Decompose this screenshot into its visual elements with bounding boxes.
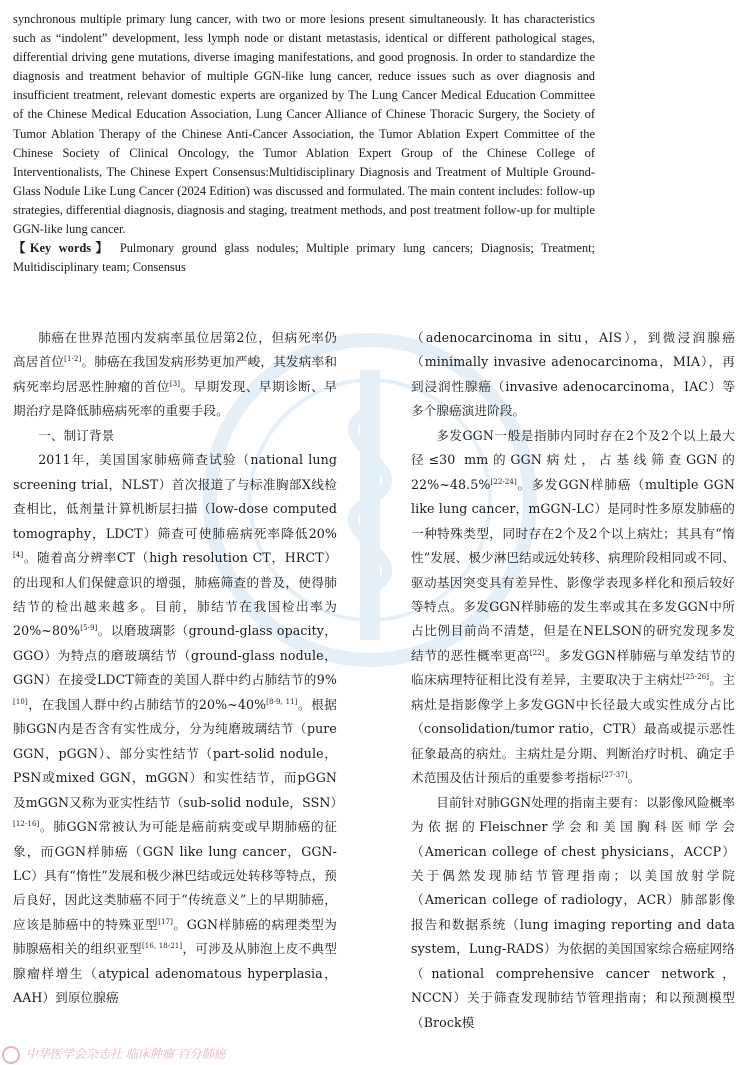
citation: [22-24] (490, 477, 517, 486)
background-paragraph: 2011年，美国国家肺癌筛查试验（national lung screening trial，NLST）首次报道了与标准胸部X线检查相比，低剂量计算机断层扫描（low-dose computed tomography，LDCT）筛查可使肺癌病死率降低20%[4]。随着高分辨率CT（high resolution CT，HRCT）的出现和人们保健意识的增强，肺癌筛查的普及，使得肺结节的检出越来越多。目前，肺结节在我国检出率为20%~80%[5-9]。以磨玻璃影（ground-glass opacity，GGO）为特点的磨玻璃结节（ground-glass nodule，GGN）在接受LDCT筛查的美国人群中约占肺结节的9%[10]，在我国人群中约占肺结节的20%~40%[8-9, 11]。根据肺GGN内是否含有实性成分，分为纯磨玻璃结节（pure GGN，pGGN）、部分实性结节（part-solid nodule，PSN或mixed GGN，mGGN）和实性结节，而pGGN及mGGN又称为亚实性结节（sub-solid nodule，SSN）[12-16]。肺GGN常被认为可能是癌前病变或早期肺癌的征象，而GGN样肺癌（GGN like lung cancer，GGN-LC）具有“惰性”发展和极少淋巴结或远处转移等特点，预后良好，因此这类肺癌不同于“传统意义”上的早期肺癌，应该是肺癌中的特殊亚型[17]。GGN样肺癌的病理类型为肺腺癌相关的组织亚型[16, 18-21]，可涉及从肺泡上皮不典型腺瘤样增生（atypical adenomatous hyperplasia，AAH）到原位腺癌 (13, 452, 344, 1006)
citation: [3] (169, 379, 181, 388)
citation: [25-26] (682, 673, 710, 682)
publisher-logo-icon (2, 1046, 20, 1064)
footer-text: 中华医学会杂志社 临床肿瘤 百分肺癌 (26, 1047, 226, 1061)
citation: [1-2] (64, 355, 82, 364)
english-abstract (13, 10, 595, 277)
keywords-list: Pulmonary ground glass nodules; Multiple primary lung cancers; Diagnosis; Treatment; Multidisciplinary team; Consensus (13, 241, 595, 275)
citation: [22] (529, 648, 545, 657)
right-column (411, 326, 735, 1035)
publisher-footer (0, 1044, 380, 1065)
keywords-label: 【Key words】 (13, 241, 113, 256)
citation: [27-37] (601, 770, 628, 779)
citation: [4] (13, 550, 24, 559)
citation: [17] (158, 917, 174, 926)
abstract-text: synchronous multiple primary lung cancer, with two or more lesions present simultaneously. It has characteristics such as “indolent” development, less lymph node or distant metastasis, identical or different pathological stages, differential driving gene mutations, diverse imaging manifestations, and good prognosis. In order to standardize the diagnosis and treatment behavior of multiple GGN-like lung cancer, reduce issues such as over diagnosis and insufficient treatment, relevant domestic experts are organized by The Lung Cancer Medical Education Committee of the Chinese Medical Education Association, Lung Cancer Alliance of Chinese Thoracic Surgery, the Society of Tumor Ablation Therapy of the Chinese Anti-Cancer Association, the Tumor Ablation Expert Committee of the Chinese Society of Clinical Oncology, the Tumor Ablation Expert Group of the Chinese College of Interventionalists, The Chinese Expert Consensus:Multidisciplinary Diagnosis and Treatment of Multiple Ground-Glass Nodule Like Lung Cancer (2024 Edition) was discussed and formulated. The main content includes: follow-up strategies, differential diagnosis, diagnosis and staging, treatment methods, and post treatment follow-up for multiple GGN-like lung cancer. (13, 12, 595, 237)
citation: [5-9] (80, 624, 98, 633)
guidelines-paragraph: 目前针对肺GGN处理的指南主要有：以影像风险概率为依据的Fleischner学会和美国胸科医师学会（American college of chest physicians，ACCP）关于偶然发现肺结节管理指南；以美国放射学院（American college of radiology，ACR）肺部影像报告和数据系统（lung imaging reporting and data system，Lung-RADS）为依据的美国国家综合癌症网络（national comprehensive cancer network，NCCN）关于筛查发现肺结节管理指南；和以预测模型（Brock模 (411, 794, 735, 1030)
multiple-ggn-paragraph: 多发GGN一般是指肺内同时存在2个及2个以上最大径≤30 mm的GGN病灶，占基线筛查GGN的22%~48.5%[22-24]。多发GGN样肺癌（multiple GGN like lung cancer，mGGN-LC）是同时性多原发肺癌的一种特殊类型，同时存在2个及2个以上病灶；其具有“惰性”发展、极少淋巴结或远处转移、病理阶段相同或不同、驱动基因突变具有差异性、影像学表现多样化和预后较好等特点。多发GGN样肺癌的发生率或其在多发GGN中所占比例目前尚不清楚，但是在NELSON的研究发现多发结节的恶性概率更高[22]。多发GGN样肺癌与单发结节的临床病理特征相比没有差异，主要取决于主病灶[25-26]。主病灶是指影像学上多发GGN中长径最大或实性成分占比（consolidation/tumor ratio，CTR）最高或提示恶性征象最高的病灶。主病灶是分期、判断治疗时机、确定手术范围及估计预后的重要参考指标[27-37]。 (411, 427, 735, 786)
intro-paragraph: 肺癌在世界范围内发病率虽位居第2位，但病死率仍高居首位[1-2]。肺癌在我国发病形势更加严峻，其发病率和病死率均居恶性肿瘤的首位[3]。早期发现、早期诊断、早期治疗是降低肺癌病死率的重要手段。 (13, 330, 338, 419)
citation: [10] (13, 697, 28, 706)
left-column (13, 326, 344, 1011)
citation: [8-9, 11] (266, 697, 298, 706)
continued-paragraph: （adenocarcinoma in situ，AIS），到微浸润腺癌（minimally invasive adenocarcinoma，MIA），再到浸润性腺癌（invasive adenocarcinoma，IAC）等多个腺癌演进阶段。 (411, 330, 735, 419)
citation: [12-16] (13, 819, 40, 828)
keywords-line (13, 239, 595, 277)
section-heading: 一、制订背景 (38, 427, 115, 443)
citation: [16, 18-21] (141, 942, 183, 951)
